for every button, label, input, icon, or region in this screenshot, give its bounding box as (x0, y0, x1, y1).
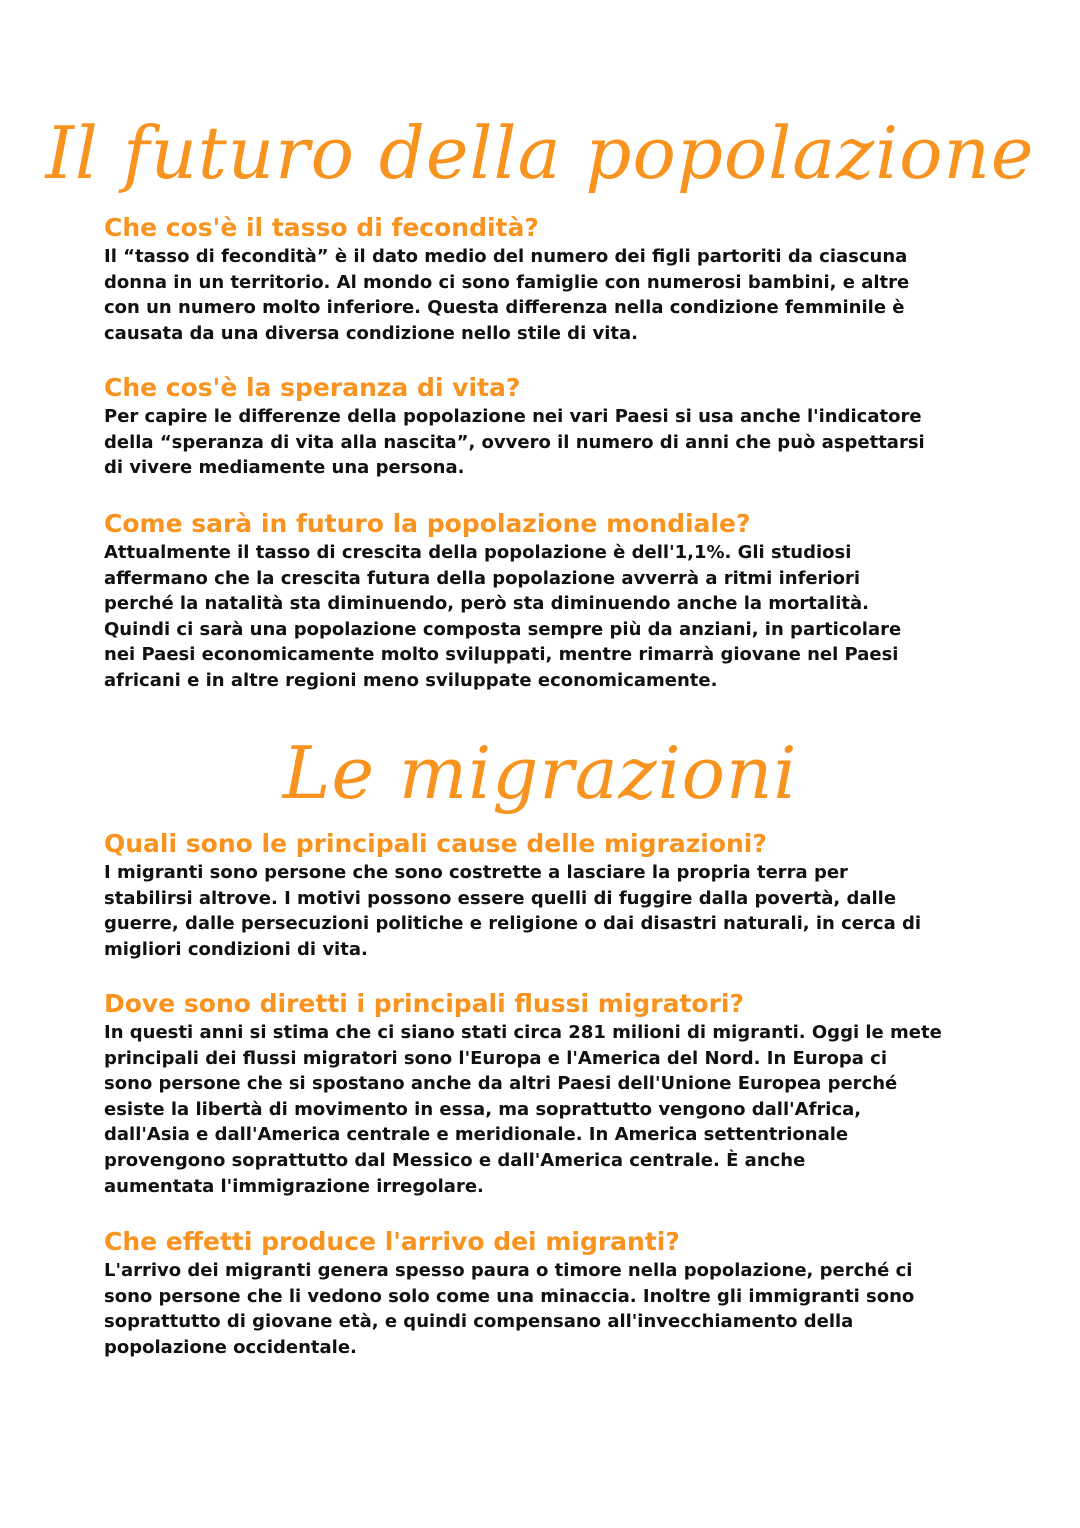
section-flussi-migratori (104, 988, 984, 1199)
page-title-migrazioni: Le migrazioni (282, 731, 798, 815)
page-title-futuro: Il futuro della popolazione (45, 111, 1035, 195)
section-effetti-migranti (104, 1226, 984, 1360)
question-heading: Che cos'è il tasso di fecondità? (104, 213, 539, 242)
answer-paragraph: In questi anni si stima che ci siano stati circa 281 milioni di migranti. Oggi le mete principali dei flussi migratori sono l'Europa e l'America del Nord. In Europa ci sono persone che si spostano anche da altri Paesi dell'Unione Europea perché esiste la libertà di movimento in essa, ma soprattutto vengono dall'Africa, dall'Asia e dall'America centrale e meridionale. In America settentrionale provengono soprattutto dal Messico e dall'America centrale. È anche aumentata l'immigrazione irregolare. (104, 1022, 942, 1197)
answer-paragraph: Il “tasso di fecondità” è il dato medio del numero dei figli partoriti da ciascuna donna in un territorio. Al mondo ci sono famiglie con numerosi bambini, e altre con un numero molto inferiore. Questa differenza nella condizione femminile è causata da una diversa condizione nello stile di vita. (104, 246, 910, 344)
question-heading: Quali sono le principali cause delle migrazioni? (104, 829, 767, 858)
answer-paragraph: L'arrivo dei migranti genera spesso paura o timore nella popolazione, perché ci sono persone che li vedono solo come una minaccia. Inoltre gli immigranti sono soprattutto di giovane età, e quindi compensano all'invecchiamento della popolazione occidentale. (104, 1260, 915, 1358)
question-heading: Che effetti produce l'arrivo dei migranti? (104, 1227, 680, 1256)
answer-paragraph: I migranti sono persone che sono costrette a lasciare la propria terra per stabilirsi altrove. I motivi possono essere quelli di fuggire dalla povertà, dalle guerre, dalle persecuzioni politiche e religione o dai disastri naturali, in cerca di migliori condizioni di vita. (104, 862, 922, 960)
question-heading: Dove sono diretti i principali flussi migratori? (104, 989, 745, 1018)
answer-paragraph: Per capire le differenze della popolazione nei vari Paesi si usa anche l'indicatore della “speranza di vita alla nascita”, ovvero il numero di anni che può aspettarsi di vivere mediamente una persona. (104, 406, 925, 479)
question-heading: Come sarà in futuro la popolazione mondiale? (104, 509, 751, 538)
question-heading: Che cos'è la speranza di vita? (104, 373, 521, 402)
section-speranza-vita (104, 372, 984, 481)
answer-paragraph: Attualmente il tasso di crescita della popolazione è dell'1,1%. Gli studiosi affermano che la crescita futura della popolazione avverrà a ritmi inferiori perché la natalità sta diminuendo, però sta diminuendo anche la mortalità. Quindi ci sarà una popolazione composta sempre più da anziani, in particolare nei Paesi economicamente molto sviluppati, mentre rimarrà giovane nel Paesi africani e in altre regioni meno sviluppate economicamente. (104, 542, 902, 691)
section-fecondita (104, 212, 984, 346)
section-popolazione-futura (104, 508, 984, 694)
section-cause-migrazioni (104, 828, 984, 962)
